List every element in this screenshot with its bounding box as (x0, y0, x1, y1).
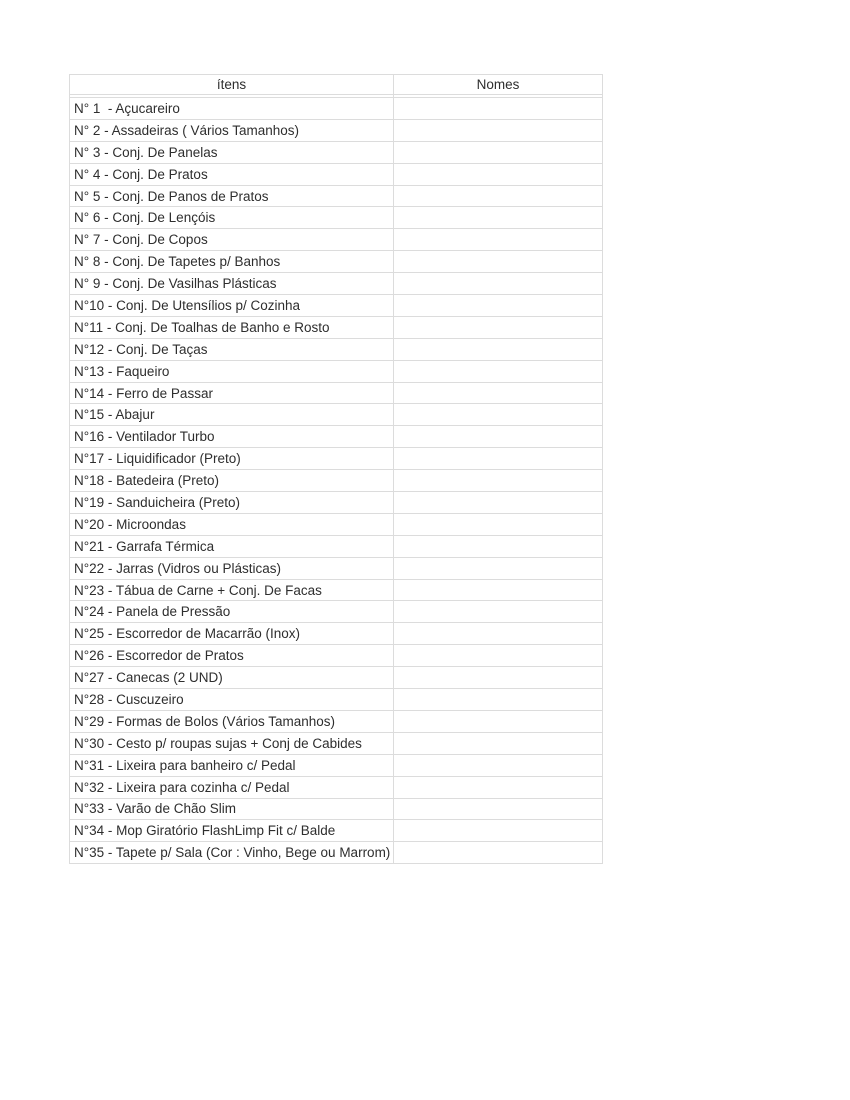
nome-cell (394, 251, 603, 273)
nome-cell (394, 273, 603, 295)
item-cell: N° 1 - Açucareiro (70, 98, 394, 120)
item-cell: N°27 - Canecas (2 UND) (70, 667, 394, 689)
table-row (70, 229, 603, 251)
item-cell: N°22 - Jarras (Vidros ou Plásticas) (70, 557, 394, 579)
nome-cell (394, 229, 603, 251)
item-cell: N°35 - Tapete p/ Sala (Cor : Vinho, Bege ou Marrom) (70, 842, 394, 864)
table-row (70, 316, 603, 338)
item-cell: N°26 - Escorredor de Pratos (70, 645, 394, 667)
item-cell: N°34 - Mop Giratório FlashLimp Fit c/ Balde (70, 820, 394, 842)
table-row (70, 579, 603, 601)
table-row (70, 448, 603, 470)
item-cell: N°23 - Tábua de Carne + Conj. De Facas (70, 579, 394, 601)
nome-cell (394, 163, 603, 185)
item-cell: N° 8 - Conj. De Tapetes p/ Banhos (70, 251, 394, 273)
item-cell: N°32 - Lixeira para cozinha c/ Pedal (70, 776, 394, 798)
table-row (70, 360, 603, 382)
item-cell: N° 3 - Conj. De Panelas (70, 141, 394, 163)
table-row (70, 732, 603, 754)
item-cell: N°24 - Panela de Pressão (70, 601, 394, 623)
item-cell: N°16 - Ventilador Turbo (70, 426, 394, 448)
item-cell: N°15 - Abajur (70, 404, 394, 426)
nome-cell (394, 601, 603, 623)
nome-cell (394, 338, 603, 360)
table-row (70, 185, 603, 207)
column-header-nomes: Nomes (394, 75, 603, 95)
nome-cell (394, 98, 603, 120)
nome-cell (394, 732, 603, 754)
nome-cell (394, 492, 603, 514)
table-row (70, 776, 603, 798)
table-row (70, 623, 603, 645)
table-row (70, 557, 603, 579)
table-row (70, 492, 603, 514)
nome-cell (394, 820, 603, 842)
table-row (70, 470, 603, 492)
item-cell: N°17 - Liquidificador (Preto) (70, 448, 394, 470)
table-row (70, 295, 603, 317)
item-cell: N°31 - Lixeira para banheiro c/ Pedal (70, 754, 394, 776)
table-row (70, 820, 603, 842)
nome-cell (394, 710, 603, 732)
item-cell: N°13 - Faqueiro (70, 360, 394, 382)
nome-cell (394, 513, 603, 535)
nome-cell (394, 404, 603, 426)
table-row (70, 513, 603, 535)
item-cell: N°10 - Conj. De Utensílios p/ Cozinha (70, 295, 394, 317)
nome-cell (394, 141, 603, 163)
item-cell: N°20 - Microondas (70, 513, 394, 535)
nome-cell (394, 842, 603, 864)
table-row (70, 404, 603, 426)
item-cell: N° 7 - Conj. De Copos (70, 229, 394, 251)
table-row (70, 251, 603, 273)
nome-cell (394, 557, 603, 579)
nome-cell (394, 579, 603, 601)
nome-cell (394, 185, 603, 207)
header-row (70, 75, 603, 95)
table-row (70, 163, 603, 185)
nome-cell (394, 667, 603, 689)
item-cell: N°14 - Ferro de Passar (70, 382, 394, 404)
item-cell: N°12 - Conj. De Taças (70, 338, 394, 360)
nome-cell (394, 426, 603, 448)
table-row (70, 141, 603, 163)
nome-cell (394, 448, 603, 470)
nome-cell (394, 295, 603, 317)
item-cell: N°28 - Cuscuzeiro (70, 689, 394, 711)
nome-cell (394, 360, 603, 382)
inventory-table (69, 74, 603, 864)
nome-cell (394, 535, 603, 557)
item-cell: N° 5 - Conj. De Panos de Pratos (70, 185, 394, 207)
nome-cell (394, 119, 603, 141)
nome-cell (394, 689, 603, 711)
item-cell: N° 9 - Conj. De Vasilhas Plásticas (70, 273, 394, 295)
nome-cell (394, 470, 603, 492)
item-cell: N°19 - Sanduicheira (Preto) (70, 492, 394, 514)
item-cell: N°25 - Escorredor de Macarrão (Inox) (70, 623, 394, 645)
table-row (70, 382, 603, 404)
table-row (70, 98, 603, 120)
column-header-itens: ítens (70, 75, 394, 95)
table-body (70, 98, 603, 864)
table-row (70, 667, 603, 689)
nome-cell (394, 776, 603, 798)
nome-cell (394, 754, 603, 776)
table-row (70, 689, 603, 711)
item-cell: N°29 - Formas de Bolos (Vários Tamanhos) (70, 710, 394, 732)
nome-cell (394, 798, 603, 820)
table-row (70, 754, 603, 776)
table-row (70, 273, 603, 295)
table-row (70, 601, 603, 623)
item-cell: N°33 - Varão de Chão Slim (70, 798, 394, 820)
table-row (70, 798, 603, 820)
item-cell: N° 6 - Conj. De Lençóis (70, 207, 394, 229)
table-row (70, 426, 603, 448)
item-cell: N°30 - Cesto p/ roupas sujas + Conj de Cabides (70, 732, 394, 754)
nome-cell (394, 623, 603, 645)
table-row (70, 338, 603, 360)
table-row (70, 119, 603, 141)
item-cell: N° 4 - Conj. De Pratos (70, 163, 394, 185)
nome-cell (394, 382, 603, 404)
item-cell: N° 2 - Assadeiras ( Vários Tamanhos) (70, 119, 394, 141)
item-cell: N°11 - Conj. De Toalhas de Banho e Rosto (70, 316, 394, 338)
nome-cell (394, 207, 603, 229)
nome-cell (394, 316, 603, 338)
nome-cell (394, 645, 603, 667)
table-row (70, 207, 603, 229)
table-row (70, 535, 603, 557)
table-row (70, 710, 603, 732)
item-cell: N°21 - Garrafa Térmica (70, 535, 394, 557)
table-row (70, 645, 603, 667)
item-cell: N°18 - Batedeira (Preto) (70, 470, 394, 492)
table-row (70, 842, 603, 864)
